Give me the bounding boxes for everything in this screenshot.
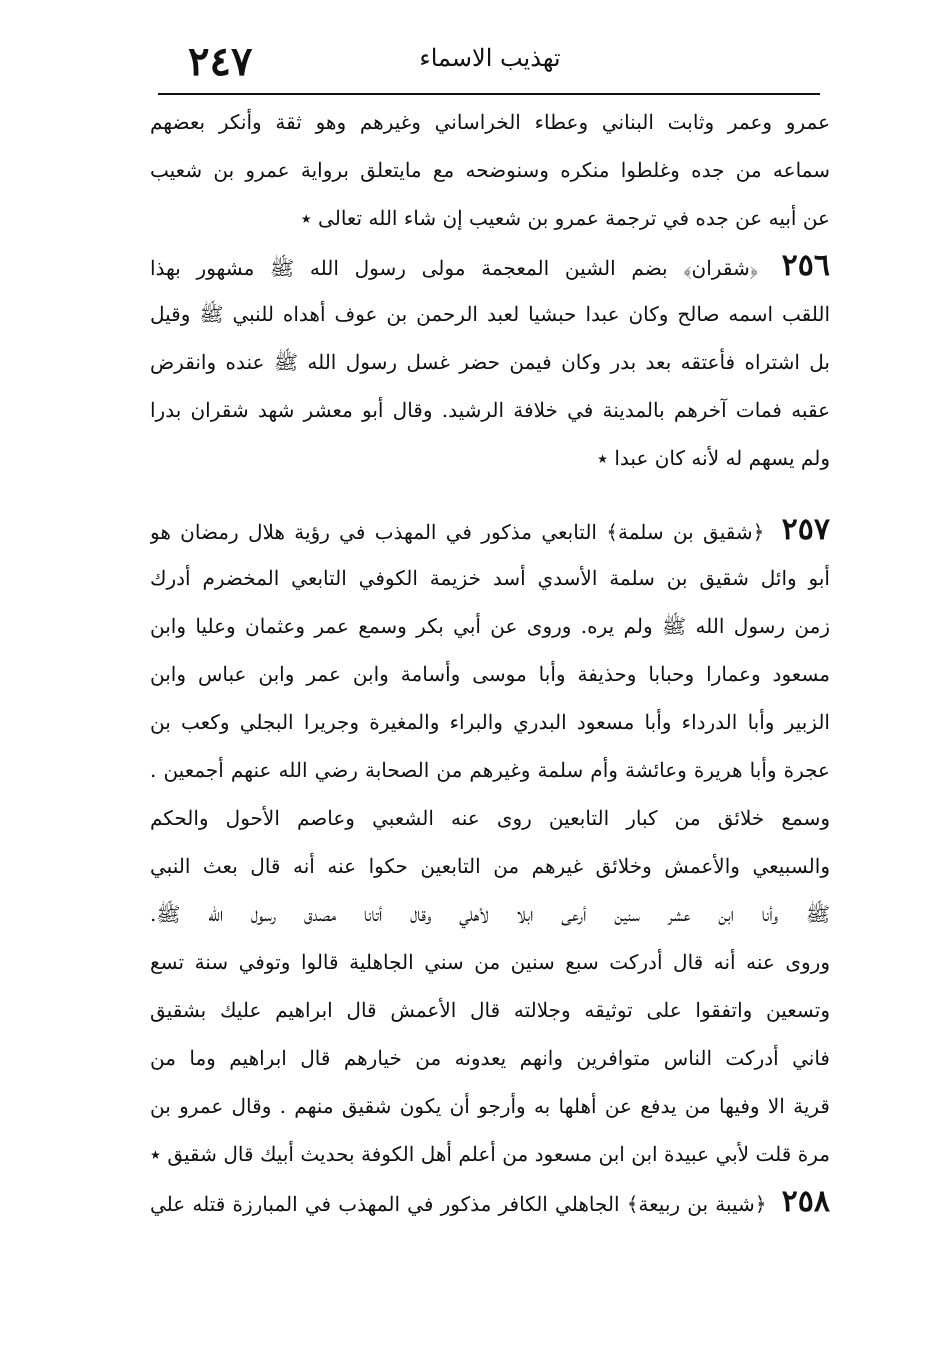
entry-256 [150, 242, 830, 482]
text-line: الزبير وأبا الدرداء وأبا مسعود البدري والبراء والمغيرة وجريرا البجلي وكعب بن [150, 710, 830, 734]
text-line: وروى عنه أنه قال أدركت سبع سنين من سني الجاهلية قالوا وتوفي سنة تسع [150, 950, 830, 974]
text-line: عمرو وعمر وثابت البناني وعطاء الخراساني وغيرهم وهو ثقة وأنكر بعضهم [150, 110, 830, 134]
text-line: بل اشتراه فأعتقه بعد بدر وكان فيمن حضر غسل رسول الله ﷺ عنده وانقرض [150, 350, 830, 374]
paragraph-continuation [150, 98, 830, 242]
text-line: ﷺ وأنا ابن عشر سنين أرعى ابلا لأهلي وقال أتانا مصدق رسول الله ﷺ. [150, 902, 830, 926]
entry-257 [150, 506, 830, 1178]
text-line: أبو وائل شقيق بن سلمة الأسدي أسد خزيمة الكوفي التابعي المخضرم أدرك [150, 566, 830, 590]
text-line: ﴿شقيق بن سلمة﴾ التابعي مذكور في المهذب في رؤية هلال رمضان هو [150, 520, 765, 544]
body-text [150, 98, 830, 1226]
entry-number: ٢٥٦ [781, 248, 830, 283]
text-line: عن أبيه عن جده في ترجمة عمرو بن شعيب إن شاء الله تعالى ٭ [300, 206, 830, 230]
text-line: ولم يسهم له لأنه كان عبدا ٭ [597, 446, 830, 470]
text-line: عجرة وأبا هريرة وعائشة وأم سلمة وغيرهم من الصحابة رضي الله عنهم أجمعين . [150, 758, 830, 782]
entry-258 [150, 1178, 830, 1226]
text-line: ﴿شقران﴾ بضم الشين المعجمة مولى رسول الله ﷺ مشهور بهذا [150, 256, 758, 280]
text-line: وتسعين واتفقوا على توثيقه وجلالته قال الأعمش قال ابراهيم عليك بشقيق [150, 998, 830, 1022]
text-line: مسعود وعمارا وحبابا وحذيفة وأبا موسى وأسامة وابن عمر وابن عباس وابن [150, 662, 830, 686]
text-line: فاني أدركت الناس متوافرين وانهم يعدونه من خيارهم قال ابراهيم وما من [150, 1046, 830, 1070]
header-rule [158, 93, 820, 95]
text-line: اللقب اسمه صالح وكان عبدا حبشيا لعبد الرحمن بن عوف أهداه للنبي ﷺ وقيل [150, 302, 830, 326]
page-header [160, 38, 820, 88]
entry-number: ٢٥٨ [781, 1184, 830, 1219]
page-number: ٢٤٧ [188, 38, 253, 85]
entry-number: ٢٥٧ [781, 512, 830, 547]
text-line: زمن رسول الله ﷺ ولم يره. وروى عن أبي بكر وسمع عمر وعثمان وعليا وابن [150, 614, 830, 638]
text-line: عقبه فمات آخرهم بالمدينة في خلافة الرشيد. وقال أبو معشر شهد شقران بدرا [150, 398, 830, 422]
running-title: تهذيب الاسماء [419, 44, 561, 72]
text-line: قرية الا وفيها من يدفع عن أهلها به وأرجو أن يكون شقيق منهم . وقال عمرو بن [150, 1094, 830, 1118]
text-line: مرة قلت لأبي عبيدة ابن ابن مسعود من أعلم أهل الكوفة بحديث أبيك قال شقيق ٭ [150, 1142, 830, 1166]
text-line: ﴿شيبة بن ربيعة﴾ الجاهلي الكافر مذكور في المهذب في المبارزة قتله علي [150, 1192, 767, 1216]
text-line: وسمع خلائق من كبار التابعين روى عنه الشعبي وعاصم الأحول والحكم [150, 806, 830, 830]
text-line: سماعه من جده وغلطوا منكره وسنوضحه مع مايتعلق برواية عمرو بن شعيب [150, 158, 830, 182]
text-line: والسبيعي والأعمش وخلائق غيرهم من التابعين حكوا عنه أنه قال بعث النبي [150, 854, 830, 878]
